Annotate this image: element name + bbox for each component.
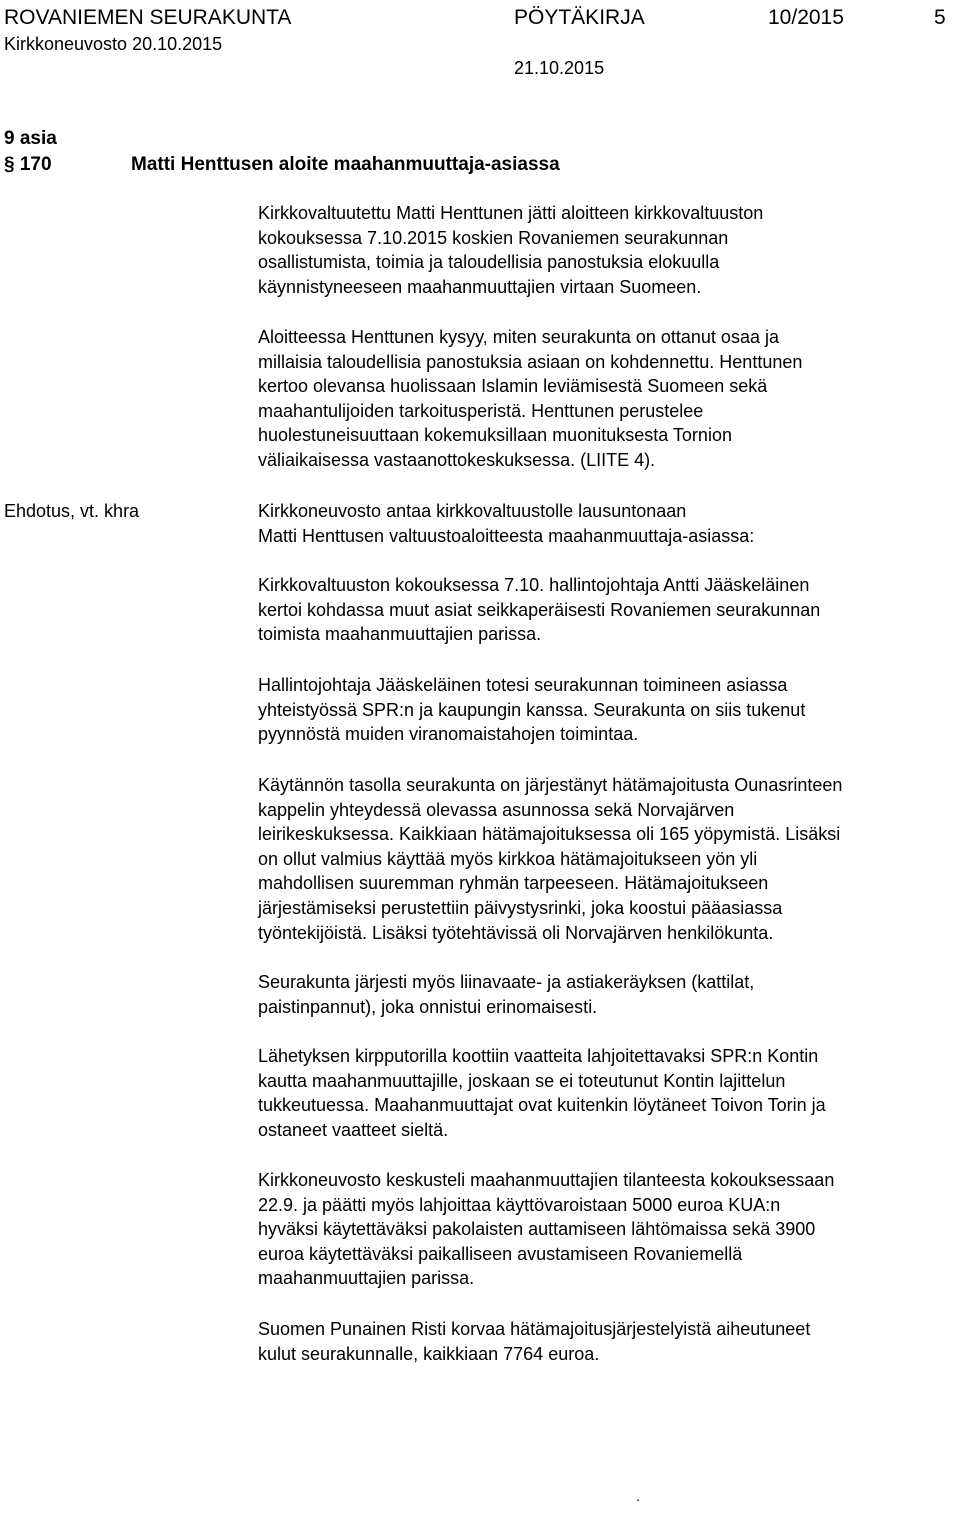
header-doc-type: PÖYTÄKIRJA xyxy=(514,6,645,29)
header-page-number: 5 xyxy=(934,6,946,29)
proposal-label: Ehdotus, vt. khra xyxy=(4,501,140,521)
paragraph-emergency-housing: Käytännön tasolla seurakunta on järjestänyt hätämajoitusta Ounasrinteen kappelin yhteydessä olevassa asunnossa sekä Norvajärven leirikeskuksessa. Kaikkiaan hätämajoituksessa oli 165 yöpymistä. Lisäksi on ollut valmius käyttää myös kirkkoa hätämajoitukseen yön yli mahdollisen suuremman ryhmän tarpeeseen. Hätämajoitukseen järjestämiseksi perustettiin päivystysrinki, joka koostui pääasiassa työntekijöistä. Lisäksi työtehtävissä oli Norvajärven henkilökunta. xyxy=(258,775,843,943)
paragraph-red-cross: Suomen Punainen Risti korvaa hätämajoitusjärjestelyistä aiheutuneet kulut seurakunnalle, kaikkiaan 7764 euroa. xyxy=(258,1319,811,1364)
footer-mark: . xyxy=(636,1488,640,1504)
item-title: Matti Henttusen aloite maahanmuuttaja-asiassa xyxy=(131,154,560,175)
header-doc-date: 21.10.2015 xyxy=(514,58,605,78)
paragraph-collection: Seurakunta järjesti myös liinavaate- ja astiakeräyksen (kattilat, paistinpannut), joka onnistui erinomaisesti. xyxy=(258,972,755,1017)
paragraph-council-meeting: Kirkkovaltuuston kokouksessa 7.10. hallintojohtaja Antti Jääskeläinen kertoi kohdassa muut asiat seikkaperäisesti Rovaniemen seurakunnan toimista maahanmuuttajien parissa. xyxy=(258,575,821,645)
paragraph-flea-market: Lähetyksen kirpputorilla koottiin vaatteita lahjoitettavaksi SPR:n Kontin kautta maahanmuuttajille, joskaan se ei toteutunut Kontin lajittelun tukkeutuessa. Maahanmuuttajat ovat kuitenkin löytäneet Toivon Torin ja ostaneet vaatteet sieltä. xyxy=(258,1046,826,1140)
agenda-item-number: 9 asia xyxy=(4,128,57,149)
header-doc-number: 10/2015 xyxy=(768,6,844,29)
paragraph-cooperation: Hallintojohtaja Jääskeläinen totesi seurakunnan toimineen asiassa yhteistyössä SPR:n ja kaupungin kanssa. Seurakunta on siis tukenut pyynnöstä muiden viranomaistahojen toimintaa. xyxy=(258,675,806,745)
header-body-date: Kirkkoneuvosto 20.10.2015 xyxy=(4,34,223,54)
paragraph-initiative: Kirkkovaltuutettu Matti Henttunen jätti aloitteen kirkkovaltuuston kokouksessa 7.10.2015 koskien Rovaniemen seurakunnan osallistumista, toimia ja taloudellisia panostuksia elokuulla käynnistyneeseen maahanmuuttajien virtaan Suomeen. xyxy=(258,203,764,297)
paragraph-donation: Kirkkoneuvosto keskusteli maahanmuuttajien tilanteesta kokouksessaan 22.9. ja päätti myös lahjoittaa käyttövaroistaan 5000 euroa KUA:n hyväksi käytettäväksi pakolaisten auttamiseen lähtömaissa sekä 3900 euroa käytettäväksi paikalliseen avustamiseen Rovaniemellä maahanmuuttajien parissa. xyxy=(258,1170,835,1289)
paragraph-question: Aloitteessa Henttunen kysyy, miten seurakunta on ottanut osaa ja millaisia taloudellisia panostuksia asiaan on kohdennettu. Henttunen kertoo olevansa huolissaan Islamin leviämisestä Suomeen sekä maahantulijoiden tarkoitusperistä. Henttunen perustelee huolestuneisuuttaan kokemuksillaan muonituksesta Tornion väliaikaisessa vastaanottokeskuksessa. (LIITE 4). xyxy=(258,327,803,470)
header-org: ROVANIEMEN SEURAKUNTA xyxy=(4,6,292,29)
paragraph-proposal: Kirkkoneuvosto antaa kirkkovaltuustolle lausuntonaan Matti Henttusen valtuustoaloitteesta maahanmuuttaja-asiassa: xyxy=(258,501,755,546)
section-number: § 170 xyxy=(4,154,52,175)
